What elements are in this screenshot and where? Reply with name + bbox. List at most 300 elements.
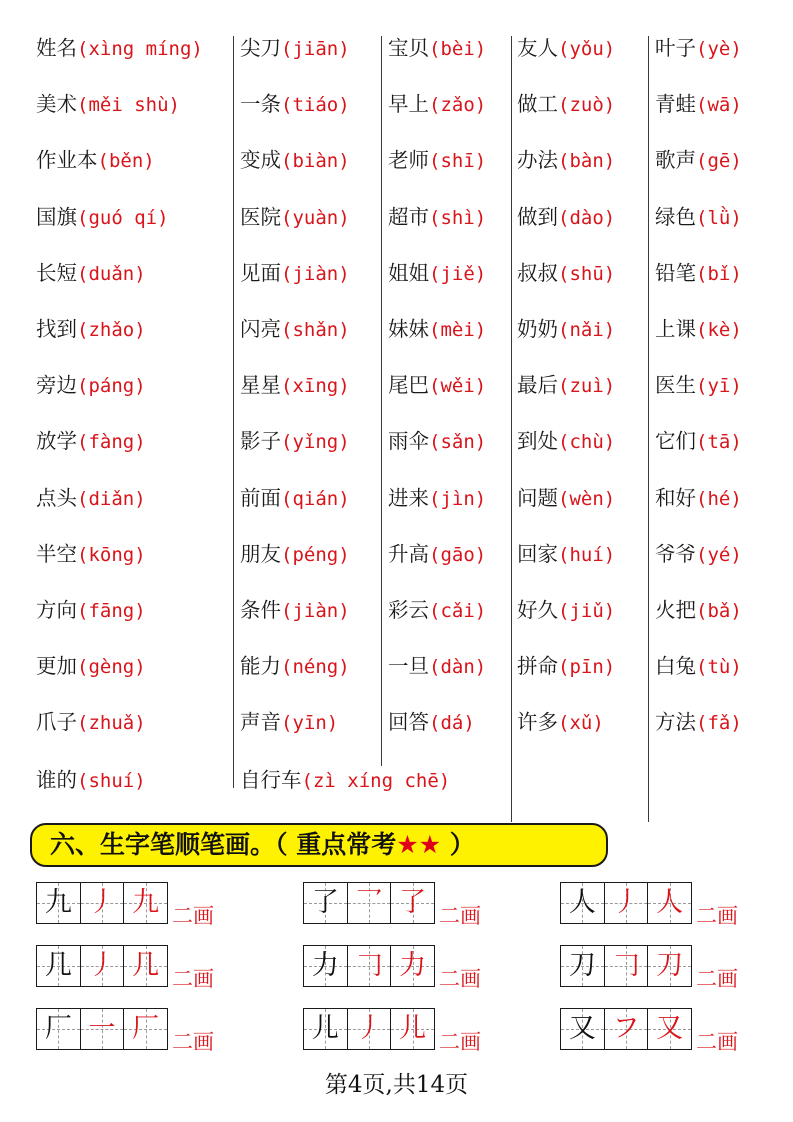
stroke-count: 二画 [439,967,481,991]
pinyin-text: shǎn [292,319,339,341]
grid-cell [81,883,125,923]
grid-cell [81,946,125,986]
vocab-word [655,255,742,291]
pinyin-text: yī [707,375,731,398]
tian-grid [36,1008,168,1050]
drill-stroke-2: 儿 [399,1013,427,1044]
word-pinyin: (péng) [281,543,350,566]
drill-stroke-2: 厂 [132,1013,160,1044]
grid-cell [37,946,81,986]
drill-stroke-2: 力 [399,950,427,981]
word-pinyin: (páng) [77,375,146,398]
grid-cell [124,1009,167,1049]
drill-stroke-2: 又 [656,1013,684,1044]
pinyin-text: xīng [292,375,339,398]
word-pinyin: (bǎ) [696,600,742,622]
word-pinyin: (wèn) [558,487,616,510]
vocab-word [388,311,486,347]
grid-cell [391,883,434,923]
pinyin-text: shì [440,206,475,229]
word-hanzi: 方向 [36,598,77,622]
word-pinyin: (yé) [696,543,742,566]
word-pinyin: (xīng) [281,375,350,398]
word-hanzi: 点头 [36,485,77,510]
vocab-word [655,367,742,403]
word-pinyin: (pīn) [558,656,616,679]
grid-cell [37,883,81,923]
vocab-word [517,30,615,66]
word-pinyin: (yè) [696,38,742,60]
vocab-word [240,423,350,459]
vocab-word [517,255,615,291]
drill-stroke-1: 𠃌 [355,950,383,981]
word-hanzi: 自行车 [240,767,302,792]
pinyin-text: xìng míng [88,38,192,60]
word-pinyin: (yuàn) [281,206,350,229]
pinyin-text: sǎn [440,431,475,454]
vocab-word [240,142,350,178]
word-hanzi: 变成 [240,148,281,173]
vocab-word [36,255,146,291]
tian-grid [560,882,692,924]
word-hanzi: 影子 [240,429,281,454]
word-hanzi: 一条 [240,92,281,117]
vocab-word [517,592,615,628]
word-pinyin: (jìn) [429,487,487,510]
vocab-word [388,199,486,235]
vocab-word [240,704,338,740]
word-hanzi: 谁的 [36,767,77,792]
vocab-word [388,704,475,740]
column-divider [648,36,649,822]
vocab-word [655,648,742,684]
word-pinyin: (huí) [558,543,616,566]
pinyin-text: yé [707,543,731,566]
pinyin-text: jiàn [292,600,339,622]
grid-cell [348,1009,392,1049]
pinyin-text: zhuǎ [88,712,135,735]
word-hanzi: 前面 [240,485,281,510]
vocab-word [36,648,146,684]
vocab-word [517,704,604,740]
stroke-count: 二画 [696,904,738,928]
grid-cell [648,946,691,986]
grid-cell [561,946,605,986]
pinyin-text: páng [88,375,135,398]
word-hanzi: 朋友 [240,541,281,566]
grid-cell [561,883,605,923]
pinyin-text: biàn [292,150,339,173]
word-hanzi: 奶奶 [517,317,558,341]
word-pinyin: (shǎn) [281,319,350,341]
word-hanzi: 彩云 [388,598,429,622]
stroke-count: 二画 [172,1030,214,1054]
pinyin-text: bèi [440,38,475,60]
word-hanzi: 做到 [517,204,558,229]
pinyin-text: jiǔ [569,600,604,622]
grid-cell [304,883,348,923]
drill-stroke-1: 𠃌 [612,950,640,981]
vocab-word [36,142,155,178]
word-hanzi: 尾巴 [388,373,429,398]
tian-grid [303,945,435,987]
vocab-word [240,30,350,66]
word-hanzi: 进来 [388,485,429,510]
pinyin-text: zǎo [440,94,475,117]
vocab-word [240,311,350,347]
word-pinyin: (duǎn) [77,262,146,285]
word-hanzi: 铅笔 [655,260,696,285]
pinyin-text: gē [707,150,731,173]
pinyin-text: shuí [88,769,135,792]
word-hanzi: 办法 [517,148,558,173]
stroke-count: 二画 [696,1030,738,1054]
drill-char: 儿 [311,1013,339,1044]
vocab-word [517,536,615,572]
vocab-word [240,592,350,628]
vocab-word [388,648,486,684]
pinyin-text: dào [569,206,604,229]
vocab-word [36,704,146,740]
grid-cell [391,1009,434,1049]
drill-char: 刀 [568,950,596,981]
stroke-count: 二画 [172,904,214,928]
word-pinyin: (xǔ) [558,712,604,735]
vocab-word [388,255,486,291]
pinyin-text: tù [707,656,731,679]
word-pinyin: (jiàn) [281,262,350,285]
pinyin-text: jiàn [292,262,339,285]
pinyin-text: běn [108,150,144,173]
word-hanzi: 妹妹 [388,317,429,341]
tian-grid [36,882,168,924]
drill-stroke-2: 刀 [656,950,684,981]
vocab-word [655,704,742,740]
pinyin-text: bǐ [707,262,731,285]
page-footer: 第4页,共14页 [324,1072,469,1098]
column-divider [511,36,512,822]
word-hanzi: 最后 [517,373,558,398]
vocab-word [240,648,350,684]
grid-cell [391,946,434,986]
pinyin-text: wā [707,94,731,117]
word-pinyin: (bèi) [429,38,487,60]
pinyin-text: bǎ [707,600,731,622]
pinyin-text: kōng [88,543,135,566]
vocab-word [36,762,146,798]
word-pinyin: (jiàn) [281,600,350,622]
drill-stroke-2: 几 [132,950,160,981]
grid-cell [348,946,392,986]
pinyin-text: zì xíng chē [312,769,439,792]
word-pinyin: (zhuǎ) [77,712,146,735]
word-pinyin: (tā) [696,431,742,454]
pinyin-text: huí [569,543,604,566]
grid-cell [561,1009,605,1049]
drill-stroke-2: 了 [399,887,427,918]
word-pinyin: (jiǔ) [558,600,616,622]
word-hanzi: 许多 [517,710,558,735]
vocab-word [655,311,742,347]
word-hanzi: 找到 [36,317,77,341]
vocab-word [655,423,742,459]
word-hanzi: 歌声 [655,148,696,173]
word-hanzi: 绿色 [655,204,696,229]
word-hanzi: 爷爷 [655,541,696,566]
vocab-word [388,30,486,66]
word-hanzi: 尖刀 [240,36,281,60]
pinyin-text: pīn [569,656,604,679]
vocab-word [240,536,350,572]
word-hanzi: 拼命 [517,654,558,679]
pinyin-text: wèn [569,487,604,510]
column-divider [233,36,234,788]
word-pinyin: (fǎ) [696,712,742,735]
word-hanzi: 美术 [36,92,77,117]
word-pinyin: (xìng míng) [77,38,203,60]
vocab-word [655,30,742,66]
word-pinyin: (gāo) [429,543,487,566]
pinyin-text: wěi [440,375,475,398]
star-rating: ★★ [396,830,442,859]
word-pinyin: (shī) [429,150,487,173]
vocab-word [240,199,350,235]
pinyin-text: dàn [440,656,475,679]
word-hanzi: 医生 [655,373,696,398]
word-hanzi: 回答 [388,710,429,735]
grid-cell [348,883,392,923]
vocab-word [240,255,350,291]
word-pinyin: (guó qí) [77,206,169,229]
vocab-word [388,142,486,178]
word-hanzi: 见面 [240,260,281,285]
vocab-word [36,199,169,235]
pinyin-text: yuàn [292,206,339,229]
vocab-word [36,367,146,403]
pinyin-text: yīn [292,712,327,735]
vocab-word [36,536,146,572]
word-hanzi: 问题 [517,485,558,510]
vocab-word [655,480,742,516]
word-hanzi: 宝贝 [388,36,429,60]
pinyin-text: guó qí [88,206,158,229]
word-hanzi: 升高 [388,541,429,566]
word-pinyin: (biàn) [281,150,350,173]
grid-cell [304,946,348,986]
pinyin-text: jiě [440,262,475,285]
drill-char: 了 [311,887,339,918]
grid-cell [37,1009,81,1049]
vocab-word [36,480,146,516]
word-pinyin: (chù) [558,431,616,454]
word-pinyin: (bǐ) [696,262,742,285]
vocab-word [517,367,615,403]
vocab-word [517,142,615,178]
vocab-word [517,86,615,122]
word-pinyin: (dàn) [429,656,487,679]
word-pinyin: (kè) [696,319,742,341]
vocab-word [388,86,486,122]
grid-cell [81,1009,125,1049]
word-pinyin: (yīn) [281,712,339,735]
pinyin-text: shī [440,150,475,173]
pinyin-text: fāng [88,600,135,622]
word-pinyin: (zì xíng chē) [301,769,451,792]
grid-cell [648,1009,691,1049]
word-hanzi: 星星 [240,373,281,398]
vocab-word [240,480,350,516]
word-pinyin: (měi shù) [77,94,180,117]
pinyin-text: shū [569,262,604,285]
word-pinyin: (yǐng) [281,431,350,454]
drill-char: 九 [44,887,72,918]
tian-grid [303,1008,435,1050]
stroke-count: 二画 [439,904,481,928]
stroke-count: 二画 [696,967,738,991]
word-hanzi: 上课 [655,317,696,341]
word-hanzi: 白兔 [655,654,696,679]
pinyin-text: chù [569,431,604,454]
vocab-word [517,423,615,459]
pinyin-text: tiáo [292,94,339,117]
vocab-word [517,648,615,684]
word-pinyin: (zuì) [558,375,616,398]
word-hanzi: 方法 [655,710,696,735]
vocab-word [36,86,180,122]
pinyin-text: gāo [440,543,475,566]
word-hanzi: 半空 [36,541,77,566]
vocab-word [388,592,486,628]
pinyin-text: mèi [440,319,475,341]
vocab-word [240,367,350,403]
pinyin-text: yǒu [569,38,604,60]
word-pinyin: (qián) [281,487,350,510]
vocab-word [655,86,742,122]
word-hanzi: 长短 [36,260,77,285]
section-header [30,823,608,867]
word-hanzi: 更加 [36,654,77,679]
word-pinyin: (dào) [558,206,616,229]
word-hanzi: 闪亮 [240,317,281,341]
word-hanzi: 它们 [655,429,696,454]
word-pinyin: (hé) [696,487,742,510]
section-title: 六、生字笔顺笔画。（ 重点常考 [50,830,397,859]
vocab-word [36,592,146,628]
tian-grid [560,1008,692,1050]
word-hanzi: 作业本 [36,148,98,173]
vocab-table [0,30,793,820]
drill-stroke-1: フ [612,1013,640,1044]
vocab-word [240,762,450,798]
pinyin-text: jiān [292,38,339,60]
drill-stroke-1: 丿 [88,950,116,981]
word-hanzi: 友人 [517,36,558,60]
word-hanzi: 青蛙 [655,92,696,117]
grid-cell [124,946,167,986]
word-hanzi: 医院 [240,204,281,229]
drill-stroke-1: 丿 [355,1013,383,1044]
word-hanzi: 到处 [517,429,558,454]
word-hanzi: 老师 [388,148,429,173]
drill-stroke-1: 丿 [88,887,116,918]
word-hanzi: 放学 [36,429,77,454]
pinyin-text: zhǎo [88,319,135,341]
drill-stroke-2: 九 [132,887,160,918]
word-pinyin: (gèng) [77,656,146,679]
vocab-word [655,199,742,235]
tian-grid [36,945,168,987]
drill-char: 几 [44,950,72,981]
stroke-count: 二画 [172,967,214,991]
word-pinyin: (wā) [696,94,742,117]
drill-char: 力 [311,950,339,981]
word-pinyin: (mèi) [429,319,487,341]
word-pinyin: (zǎo) [429,94,487,117]
word-pinyin: (zhǎo) [77,319,146,341]
drill-stroke-2: 人 [656,887,684,918]
pinyin-text: xǔ [569,712,593,735]
word-hanzi: 回家 [517,541,558,566]
pinyin-text: néng [292,656,339,679]
vocab-word [517,311,615,347]
word-hanzi: 姓名 [36,36,77,60]
word-pinyin: (kōng) [77,543,146,566]
grid-cell [648,883,691,923]
word-pinyin: (jiě) [429,262,487,285]
vocab-word [36,423,146,459]
pinyin-text: cǎi [440,600,475,622]
pinyin-text: yǐng [292,431,339,454]
vocab-word [655,536,742,572]
word-hanzi: 国旗 [36,204,77,229]
pinyin-text: zuò [569,94,604,117]
stroke-count: 二画 [439,1030,481,1054]
vocab-word [517,199,615,235]
pinyin-text: fàng [88,431,135,454]
pinyin-text: péng [292,543,339,566]
word-pinyin: (zuò) [558,94,616,117]
word-hanzi: 好久 [517,598,558,622]
word-pinyin: (gē) [696,150,742,173]
word-pinyin: (wěi) [429,375,487,398]
word-pinyin: (tiáo) [281,94,350,117]
drill-char: 厂 [44,1013,72,1044]
word-hanzi: 超市 [388,204,429,229]
pinyin-text: měi shù [88,94,169,117]
word-hanzi: 火把 [655,598,696,622]
vocab-word [655,142,742,178]
vocab-word [388,536,486,572]
word-pinyin: (tù) [696,656,742,679]
pinyin-text: diǎn [88,487,135,510]
word-hanzi: 声音 [240,710,281,735]
pinyin-text: bàn [569,150,604,173]
word-pinyin: (shū) [558,262,616,285]
pinyin-text: dá [440,712,464,735]
word-pinyin: (diǎn) [77,487,146,510]
grid-cell [124,883,167,923]
drill-stroke-1: 乛 [355,887,383,918]
vocab-word [36,30,203,66]
vocab-word [655,592,742,628]
word-hanzi: 早上 [388,92,429,117]
word-pinyin: (dá) [429,712,475,735]
word-hanzi: 姐姐 [388,260,429,285]
grid-cell [605,883,649,923]
pinyin-text: jìn [440,487,475,510]
pinyin-text: kè [707,319,731,341]
word-hanzi: 做工 [517,92,558,117]
